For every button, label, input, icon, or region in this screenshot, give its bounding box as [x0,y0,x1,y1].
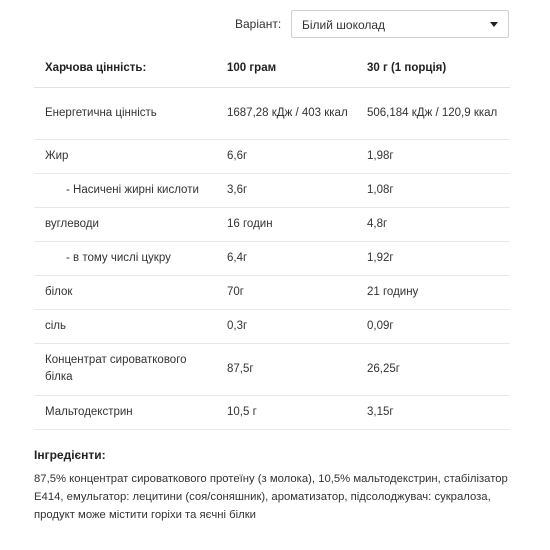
row-per100: 6,4г [227,251,248,264]
variant-selected-value: Білий шоколад [302,18,386,32]
table-row [34,343,510,395]
variant-dropdown[interactable] [291,10,509,38]
row-per-serving: 21 годину [367,285,419,298]
row-per-serving: 1,08г [367,183,394,196]
row-per-serving: 26,25г [367,362,400,375]
ingredients-text: 87,5% концентрат сироваткового протеїну (з молока), 10,5% мальтодекстрин, стабілізатор E414, емульгатор: лецитини (соя/соняшник), ароматизатор, підсолоджувач: сукралоза, продукт може містити горіхи та яєчні білки [34,473,508,521]
chevron-down-icon [490,22,498,27]
ingredients-title: Інгредієнти: [34,448,106,462]
row-per100: 10,5 г [227,405,257,418]
ingredients-section [34,448,510,524]
table-row [34,87,510,139]
row-per100: 1687,28 кДж / 403 ккал [227,106,348,119]
header-per-serving: 30 г (1 порція) [356,51,510,87]
row-per100: 3,6г [227,183,248,196]
variant-selector-row [0,10,550,38]
row-name: білок [45,285,73,298]
row-per100: 70г [227,285,244,298]
table-row [34,309,510,343]
table-row [34,395,510,429]
header-per-100g: 100 грам [216,51,356,87]
row-per100: 6,6г [227,149,248,162]
row-per-serving: 1,98г [367,149,394,162]
nutrition-table [34,51,510,430]
row-per100: 16 годин [227,217,273,230]
row-name: - в тому числі цукру [66,251,171,264]
row-per-serving: 4,8г [367,217,388,230]
row-per100: 0,3г [227,319,248,332]
header-nutrition: Харчова цінність: [34,51,216,87]
variant-label: Варіант: [235,17,282,31]
row-name: Концентрат сироваткового білка [45,354,187,383]
table-row [34,241,510,275]
table-row [34,173,510,207]
row-per-serving: 0,09г [367,319,394,332]
row-per100: 87,5г [227,362,254,375]
row-per-serving: 506,184 кДж / 120,9 ккал [367,106,498,119]
row-name: - Насичені жирні кислоти [66,183,199,196]
table-row [34,275,510,309]
row-name: Енергетична цінність [45,106,157,119]
row-name: сіль [45,319,67,332]
row-per-serving: 3,15г [367,405,394,418]
table-row [34,207,510,241]
row-name: Мальтодекстрин [45,405,133,418]
row-per-serving: 1,92г [367,251,394,264]
table-row [34,139,510,173]
table-header-row [34,51,510,87]
row-name: вуглеводи [45,217,99,230]
row-name: Жир [45,149,69,162]
